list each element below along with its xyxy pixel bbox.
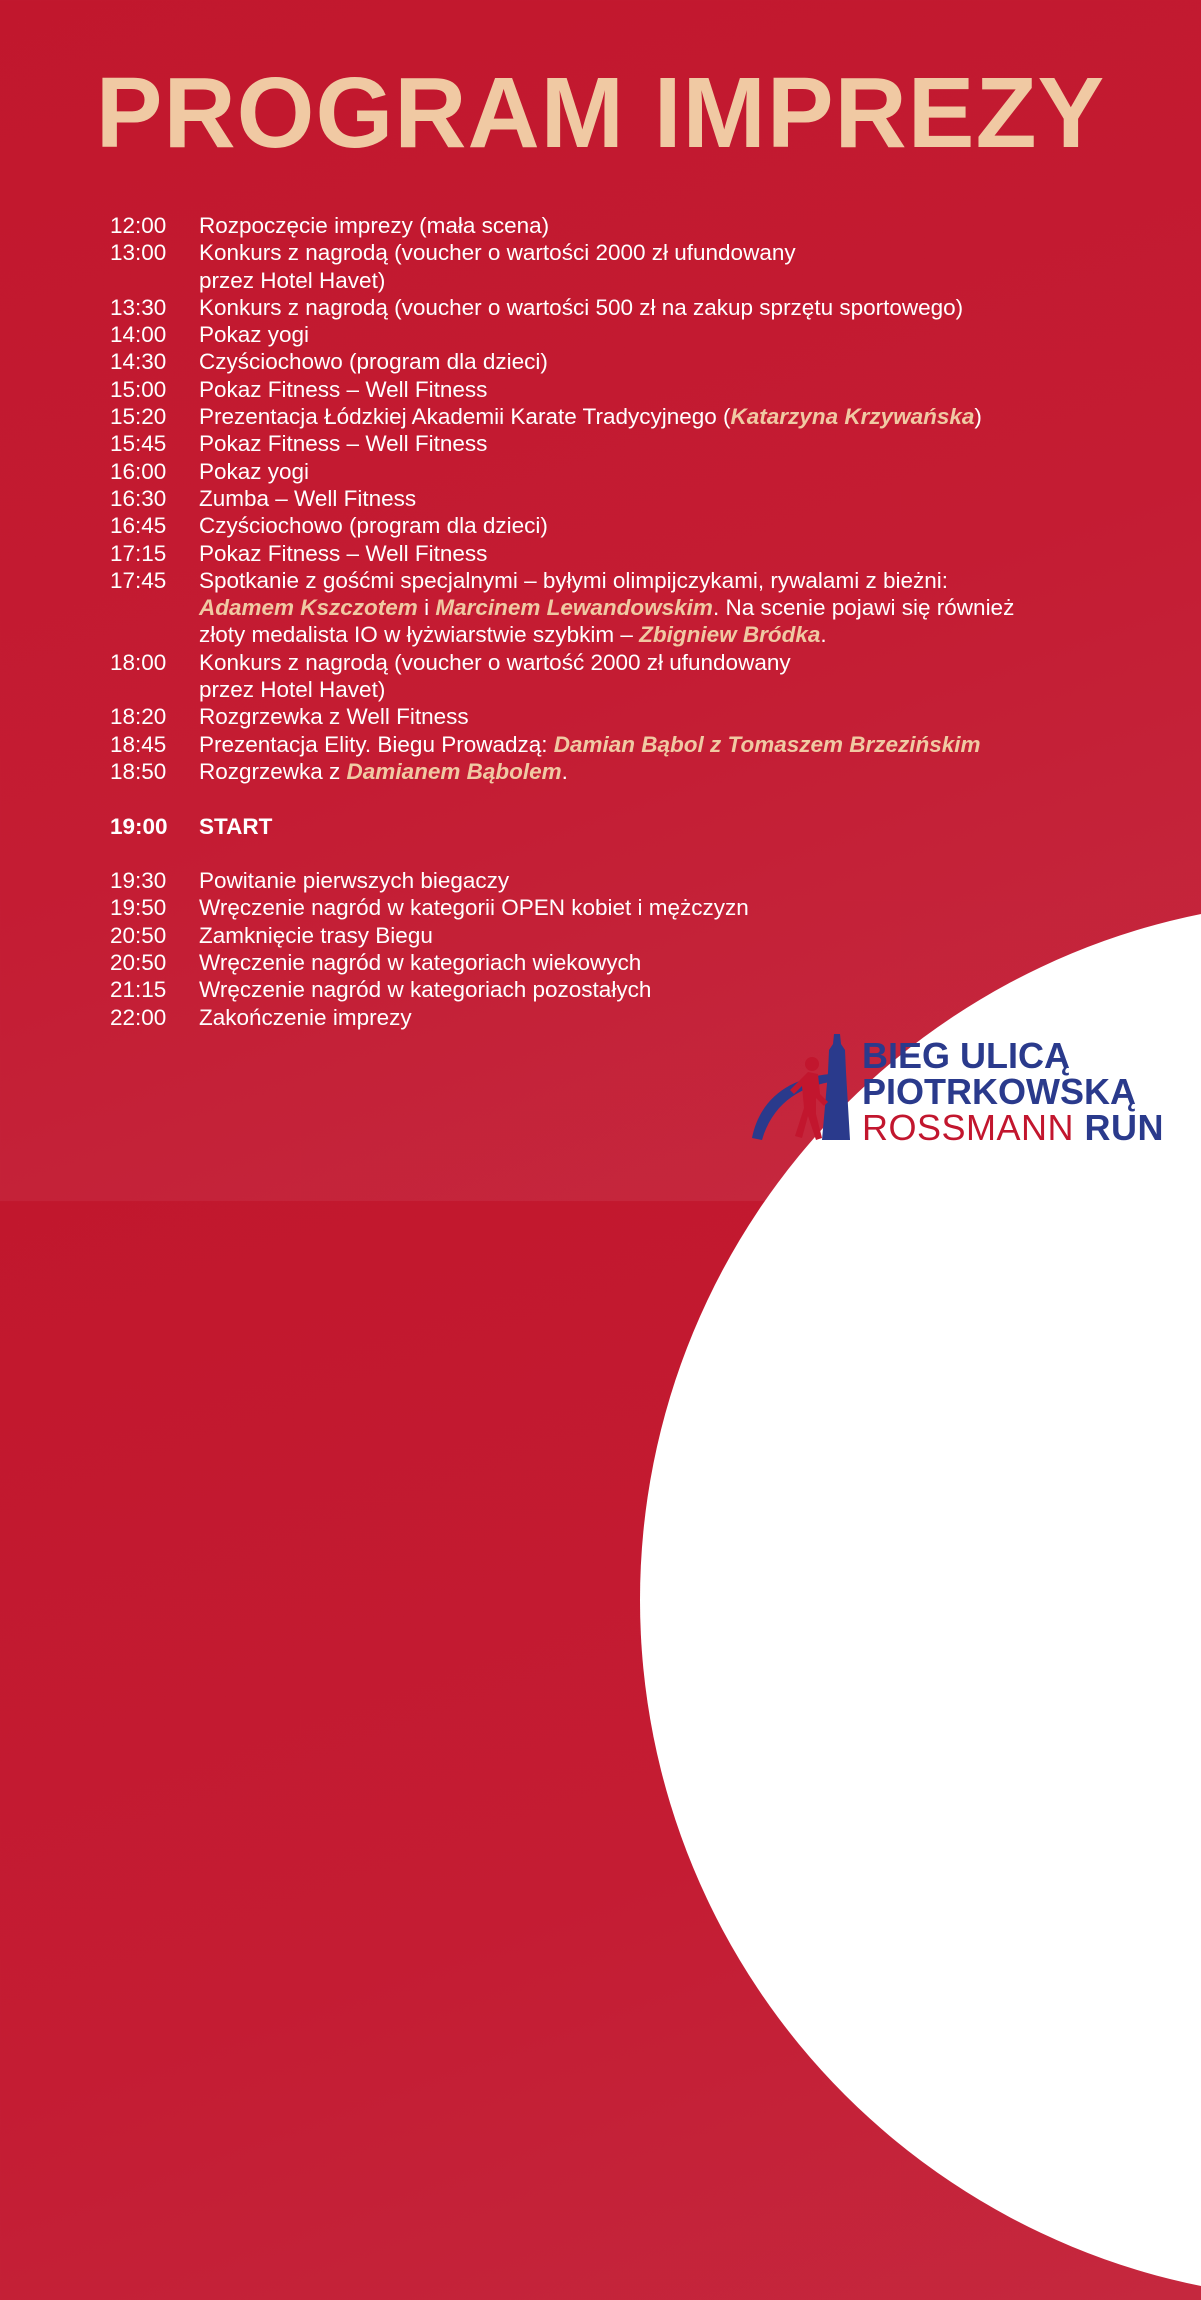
- schedule-time: 18:20: [110, 704, 167, 730]
- schedule-time: 20:50: [110, 922, 167, 948]
- schedule-text-part: i: [417, 595, 436, 621]
- schedule-text: Pokaz Fitness – Well Fitness: [199, 376, 488, 402]
- schedule-row: [110, 376, 1110, 403]
- schedule-text-part: . Na scenie pojawi się również: [712, 595, 1015, 621]
- schedule-time: 20:50: [110, 950, 167, 976]
- schedule-text-line: Konkurs z nagrodą (voucher o wartości 2000 zł ufundowany: [199, 240, 796, 266]
- schedule-text: Wręczenie nagród w kategoriach wiekowych: [199, 950, 642, 976]
- highlight-name: Damianem Bąbolem: [346, 758, 562, 784]
- schedule-text: Konkurs z nagrodą (voucher o wartości 500 zł na zakup sprzętu sportowego): [199, 294, 964, 320]
- schedule-text: Pokaz yogi: [199, 322, 310, 348]
- event-logo: [750, 1028, 1170, 1148]
- schedule-time: 12:00: [110, 213, 167, 238]
- schedule-row: [110, 976, 1110, 1003]
- logo-rossmann: ROSSMANN: [862, 1107, 1075, 1148]
- schedule-text: [199, 403, 1110, 430]
- schedule-row: [110, 758, 1110, 785]
- schedule-time: 22:00: [110, 1004, 167, 1030]
- schedule-time: 13:00: [110, 240, 167, 266]
- schedule-text-part: ): [974, 404, 982, 430]
- schedule-row: [110, 894, 1110, 921]
- logo-line-2: PIOTRKOWSKĄ: [862, 1071, 1136, 1112]
- schedule-text: Czyściochowo (program dla dzieci): [199, 349, 548, 375]
- schedule-time: 13:30: [110, 294, 167, 320]
- schedule-time: 16:45: [110, 513, 167, 539]
- schedule-row: [110, 949, 1110, 976]
- schedule-row: [110, 348, 1110, 375]
- schedule-text: Wręczenie nagród w kategorii OPEN kobiet i mężczyzn: [199, 895, 749, 921]
- schedule-time: 16:00: [110, 458, 167, 484]
- schedule-text-continuation: przez Hotel Havet): [199, 267, 386, 293]
- schedule-row: [110, 867, 1110, 894]
- schedule-text: [199, 731, 1110, 758]
- logo-run: RUN: [1084, 1107, 1165, 1148]
- schedule-text-part: .: [820, 622, 827, 648]
- schedule-text: Zumba – Well Fitness: [199, 485, 417, 511]
- schedule-row: [110, 703, 1110, 730]
- schedule-row: [110, 485, 1110, 512]
- schedule-time: 18:00: [110, 649, 167, 675]
- schedule-text: Wręczenie nagród w kategoriach pozostałych: [199, 977, 652, 1003]
- page-title: PROGRAM IMPREZY: [95, 57, 1106, 169]
- schedule-text-part: złoty medalista IO w łyżwiarstwie szybkim –: [199, 622, 640, 648]
- schedule-row: [110, 567, 1110, 649]
- schedule-row: [110, 430, 1110, 457]
- schedule-time: 19:50: [110, 895, 167, 921]
- highlight-name: Adamem Kszczotem: [199, 595, 418, 621]
- schedule-text: Powitanie pierwszych biegaczy: [199, 868, 510, 894]
- highlight-name: Marcinem Lewandowskim: [435, 595, 713, 621]
- schedule-time: 19:00: [110, 813, 168, 839]
- schedule-row: [110, 512, 1110, 539]
- schedule-row: [110, 649, 1110, 704]
- schedule-text: Pokaz Fitness – Well Fitness: [199, 540, 488, 566]
- schedule-list: [110, 212, 1110, 1031]
- schedule-text: Pokaz yogi: [199, 458, 310, 484]
- logo-line-1: BIEG ULICĄ: [862, 1035, 1071, 1076]
- schedule-row: [110, 922, 1110, 949]
- schedule-text-part: .: [561, 758, 568, 784]
- schedule-time: 21:15: [110, 977, 167, 1003]
- schedule-time: 15:20: [110, 404, 167, 430]
- schedule-time: 19:30: [110, 868, 167, 894]
- schedule-row: [110, 731, 1110, 758]
- schedule-time: 17:45: [110, 567, 167, 593]
- logo-line-3: [862, 1107, 1165, 1148]
- schedule-time: 14:30: [110, 349, 167, 375]
- schedule-row: [110, 458, 1110, 485]
- schedule-row: [110, 212, 1110, 239]
- highlight-name: Zbigniew Bródka: [639, 622, 821, 648]
- schedule-row: [110, 294, 1110, 321]
- schedule-text: Zamknięcie trasy Biegu: [199, 922, 433, 948]
- schedule-text-continuation: przez Hotel Havet): [199, 677, 386, 703]
- schedule-time: 15:00: [110, 376, 167, 402]
- schedule-row: [110, 239, 1110, 294]
- highlight-name: Katarzyna Krzywańska: [730, 404, 975, 430]
- schedule-text: Pokaz Fitness – Well Fitness: [199, 431, 488, 457]
- schedule-row: [110, 403, 1110, 430]
- runner-tower-icon: [750, 1028, 870, 1148]
- schedule-row: [110, 540, 1110, 567]
- schedule-row: [110, 321, 1110, 348]
- schedule-time: 16:30: [110, 485, 167, 511]
- schedule-text: Rozgrzewka z Well Fitness: [199, 704, 469, 730]
- schedule-text: [199, 567, 1110, 649]
- schedule-time: 18:45: [110, 731, 167, 757]
- schedule-text: [199, 758, 1110, 785]
- schedule-text: Zakończenie imprezy: [199, 1004, 412, 1030]
- spacer: [110, 840, 1110, 867]
- schedule-text-line: Spotkanie z gośćmi specjalnymi – byłymi olimpijczykami, rywalami z bieżni:: [199, 567, 948, 593]
- logo-text: [862, 1035, 1165, 1148]
- spacer: [110, 785, 1110, 812]
- schedule-time: 17:15: [110, 540, 167, 566]
- schedule-text: Czyściochowo (program dla dzieci): [199, 513, 548, 539]
- schedule-text: [199, 239, 1110, 294]
- schedule-text-part: Prezentacja Łódzkiej Akademii Karate Tradycyjnego (: [199, 404, 731, 430]
- schedule-text-part: Rozgrzewka z: [199, 758, 347, 784]
- schedule-time: 14:00: [110, 322, 167, 348]
- schedule-text: Rozpoczęcie imprezy (mała scena): [199, 213, 550, 238]
- schedule-text: START: [199, 813, 273, 839]
- schedule-time: 18:50: [110, 758, 167, 784]
- schedule-text: [199, 649, 1110, 704]
- schedule-text-line: Konkurs z nagrodą (voucher o wartość 2000 zł ufundowany: [199, 649, 791, 675]
- highlight-name: Damian Bąbol z Tomaszem Brzezińskim: [553, 731, 981, 757]
- schedule-text-part: Prezentacja Elity. Biegu Prowadzą:: [199, 731, 554, 757]
- schedule-time: 15:45: [110, 431, 167, 457]
- schedule-row-start: [110, 813, 1110, 840]
